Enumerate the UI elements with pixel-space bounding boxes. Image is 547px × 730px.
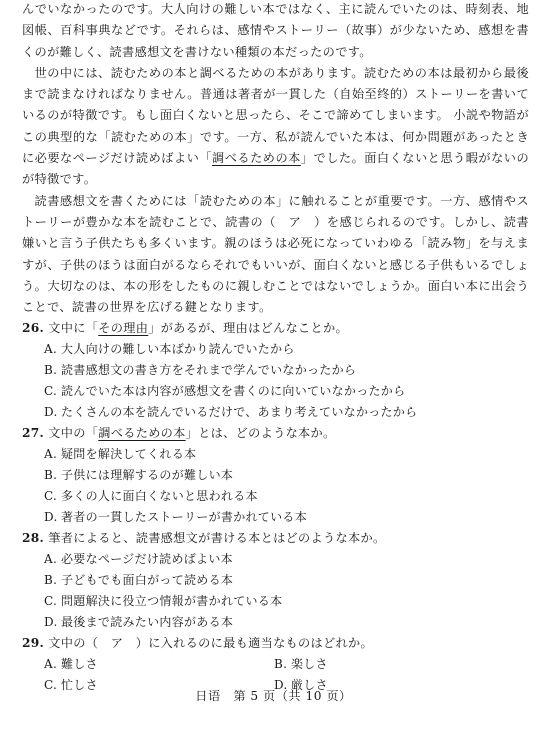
option-text: 必要なページだけ読めばよい本: [61, 552, 233, 567]
option-letter: D.: [44, 510, 58, 525]
stem-text: 筆者によると、読書感想文が書ける本とはどのような本か。: [48, 531, 386, 546]
option-b: [0, 465, 547, 486]
option-text: 著者の一貫したストーリーが書かれている本: [61, 510, 308, 525]
option-text: たくさんの本を読んでいるだけで、あまり考えていなかったから: [61, 405, 418, 420]
stem-text: 」とは、どのような本か。: [185, 426, 336, 441]
passage-paragraph-2: [0, 63, 547, 191]
option-text: 厳しさ: [291, 678, 328, 693]
option-letter: D.: [274, 678, 288, 693]
underlined-phrase: その理由: [98, 321, 149, 336]
option-letter: A.: [44, 657, 58, 672]
question-number: 27.: [22, 426, 45, 441]
question-number: 26.: [22, 321, 45, 336]
option-a: [44, 654, 274, 675]
option-text: 問題解決に役立つ情報が書かれている本: [61, 594, 283, 609]
option-letter: A.: [44, 447, 58, 462]
stem-text: 」があるが、理由はどんなことか。: [148, 321, 349, 336]
option-d: [0, 612, 547, 633]
option-text: 子供には理解するのが難しい本: [61, 468, 234, 483]
option-letter: C.: [44, 489, 58, 504]
option-a: [0, 444, 547, 465]
option-letter: B.: [44, 573, 58, 588]
passage-text: んでいなかったのです。大人向けの難しい本ではなく、主に読んでいたのは、時刻表、地図帳、百科事典などです。それらは、感情やストーリー（故事）が少ないため、感想を書くのが難しく、読書感想文を書けない種類の本だったのです。: [22, 2, 529, 59]
option-text: 多くの人に面白くないと思われる本: [61, 489, 258, 504]
option-letter: D.: [44, 405, 58, 420]
passage-paragraph-3: [0, 191, 547, 319]
option-text: 大人向けの難しい本ばかり読んでいたから: [61, 342, 295, 357]
option-text: 読書感想文の書き方をそれまで学んでいなかったから: [61, 363, 357, 378]
option-b: [0, 360, 547, 381]
option-b: [274, 654, 504, 675]
option-letter: D.: [44, 615, 58, 630]
option-a: [0, 549, 547, 570]
option-c: [0, 381, 547, 402]
option-letter: C.: [44, 678, 58, 693]
option-text: 楽しさ: [291, 657, 328, 672]
option-b: [0, 570, 547, 591]
option-text: 疑問を解決してくれる本: [61, 447, 197, 462]
passage-text: 読書感想文を書くためには「読むための本」に触れることが重要です。一方、感情やストーリーが豊かな本を読むことで、読書の（ ア ）を感じられるのです。しかし、読書嫌いと言う子供たちも多くいます。親のほうは必死になっていわゆる「読み物」を与えますが、子供のほうは面白がるならそれでもいいが、面白くないと感じる子供もいるでしょう。大切なのは、本の形をしたものに親しむことではないでしょうか。面白い本に出会うことで、読書の世界を広げる鍵となります。: [22, 193, 529, 315]
question-number: 29.: [22, 636, 45, 651]
option-letter: B.: [274, 657, 288, 672]
stem-text: 文中の「: [48, 426, 99, 441]
passage-paragraph-1: [0, 0, 547, 63]
question-28: [0, 528, 547, 633]
question-stem: [0, 633, 547, 654]
question-26: [0, 318, 547, 423]
option-letter: B.: [44, 363, 58, 378]
passage-text: 」でした。面白くないと思う暇がないのが特徴です。: [22, 151, 529, 187]
question-number: 28.: [22, 531, 45, 546]
passage-text: 世の中には、読むための本と調べるための本があります。読むための本は最初から最後まで読まなければなりません。普通は著者が一貫した（自始至终的）ストーリーを書いているのが特徴です。もし面白くないと思ったら、そこで諦めてしまいます。 小説や物語がこの典型的な「読むための本」です。一方、私が読んでいた本は、何か問題があったときに必要なページだけ読めばよい「: [22, 65, 529, 166]
option-text: 忙しさ: [61, 678, 98, 693]
option-letter: B.: [44, 468, 58, 483]
option-d: [0, 402, 547, 423]
option-letter: C.: [44, 384, 58, 399]
option-c: [0, 486, 547, 507]
option-letter: A.: [44, 552, 58, 567]
option-d: [0, 507, 547, 528]
option-text: 子どもでも面白がって読める本: [61, 573, 234, 588]
option-letter: A.: [44, 342, 58, 357]
question-stem: [0, 528, 547, 549]
page-footer: 日语 第 5 页（共 10 页）: [195, 689, 352, 703]
option-text: 最後まで読みたい内容がある本: [61, 615, 234, 630]
option-row-ab: [0, 654, 547, 675]
option-a: [0, 339, 547, 360]
option-c: [0, 591, 547, 612]
option-text: 難しさ: [61, 657, 98, 672]
question-27: [0, 423, 547, 528]
stem-text: 文中に「: [48, 321, 99, 336]
stem-text: 文中の（ ア ）に入れるのに最も適当なものはどれか。: [48, 636, 373, 651]
question-stem: [0, 318, 547, 339]
question-stem: [0, 423, 547, 444]
underlined-phrase: 調べるための本: [212, 151, 301, 166]
option-letter: C.: [44, 594, 58, 609]
option-text: 読んでいた本は内容が感想文を書くのに向いていなかったから: [61, 384, 406, 399]
underlined-phrase: 調べるための本: [98, 426, 186, 441]
